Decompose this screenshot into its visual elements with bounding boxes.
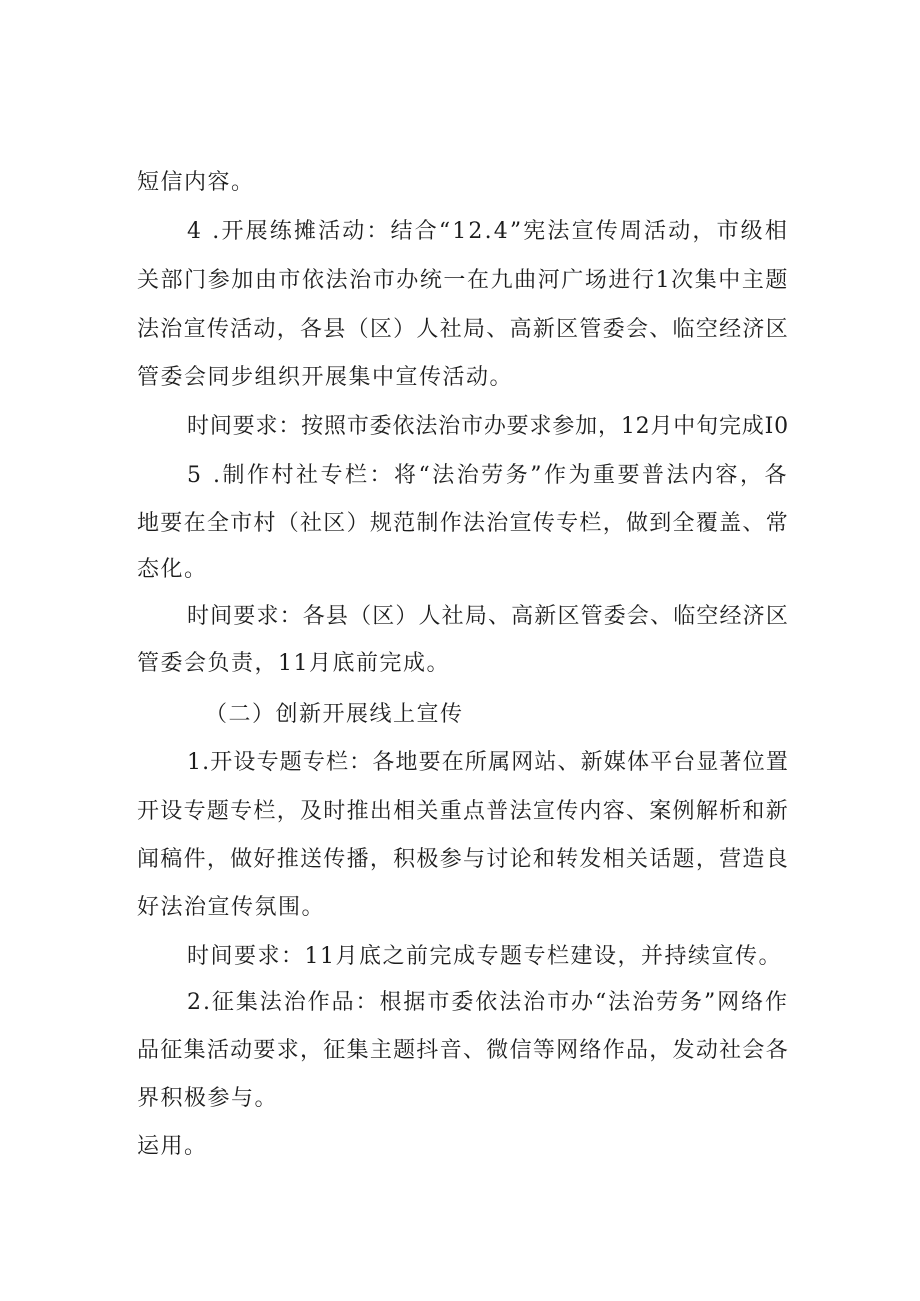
text-line: 运用。 xyxy=(137,1134,208,1159)
text-line: 关部门参加由市依法治市办统一在九曲河广场进行1次集中主题 xyxy=(137,268,789,293)
text-line: 好法治宣传氛围。 xyxy=(137,895,326,920)
text-line: 管委会负责，11月底前完成。 xyxy=(137,651,450,676)
text-line: 短信内容。 xyxy=(137,170,255,195)
text-line: 5 .制作村社专栏：将“法治劳务”作为重要普法内容，各 xyxy=(187,463,789,488)
section-heading-text: （二）创新开展线上宣传 xyxy=(205,702,464,727)
text-line: 闻稿件，做好推送传播，积极参与讨论和转发相关话题，营造良 xyxy=(137,847,789,872)
text-line: 时间要求：按照市委依法治市办要求参加，12月中旬完成I0 xyxy=(187,414,789,439)
text-line: 4 .开展练摊活动：结合“12.4”宪法宣传周活动，市级相 xyxy=(187,219,789,244)
text-line: 时间要求：各县（区）人社局、高新区管委会、临空经济区 xyxy=(187,604,789,629)
text-line: 界积极参与。 xyxy=(137,1086,279,1111)
text-line: 1.开设专题专栏：各地要在所属网站、新媒体平台显著位置 xyxy=(187,750,789,775)
text-line: 态化。 xyxy=(137,557,208,582)
text-line: 地要在全市村（社区）规范制作法治宣传专栏，做到全覆盖、常 xyxy=(137,511,789,536)
text-line: 时间要求：11月底之前完成专题专栏建设，并持续宣传。 xyxy=(187,944,782,969)
text-line: 2.征集法治作品：根据市委依法治市办“法治劳务”网络作 xyxy=(187,990,789,1015)
text-line: 法治宣传活动，各县（区）人社局、高新区管委会、临空经济区 xyxy=(137,317,789,342)
text-line: 开设专题专栏，及时推出相关重点普法宣传内容、案例解析和新 xyxy=(137,799,789,824)
text-line: 管委会同步组织开展集中宣传活动。 xyxy=(137,365,514,390)
text-line: 品征集活动要求，征集主题抖音、微信等网络作品，发动社会各 xyxy=(137,1038,789,1063)
